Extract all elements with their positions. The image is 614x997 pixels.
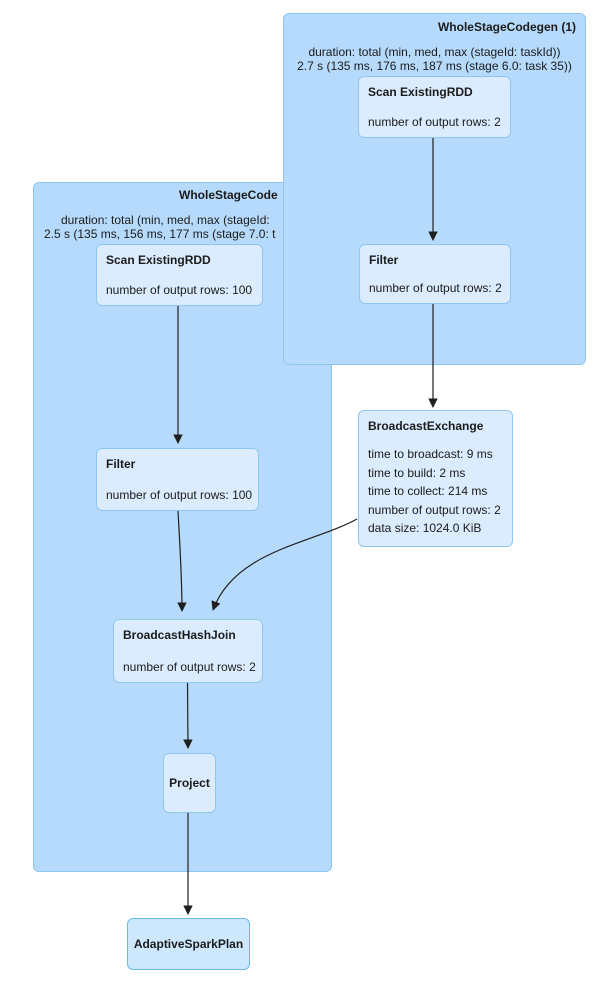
plan-node-filter-2[interactable] [96,448,259,511]
plan-node-title: BroadcastExchange [368,419,484,433]
cluster-wholestagecodegen-1-title: WholeStageCodegen (1) [437,20,576,34]
plan-node-metric: number of output rows: 100 [106,283,253,297]
cluster-wholestagecodegen-1 [283,13,586,365]
cluster-wholestagecodegen-2-title: WholeStageCode [179,188,278,202]
plan-node-scan-existingrdd-2[interactable] [96,244,263,306]
plan-node-title: Filter [106,457,136,471]
plan-node-title: BroadcastHashJoin [123,628,236,642]
plan-node-title: AdaptiveSparkPlan [133,937,244,951]
plan-node-title: Project [169,776,210,790]
plan-node-filter-1[interactable] [359,244,511,304]
plan-node-metric: data size: 1024.0 KiB [368,521,482,536]
plan-node-title: Filter [369,253,399,267]
plan-node-metric: number of output rows: 100 [106,488,253,502]
plan-node-metric: number of output rows: 2 [368,115,501,129]
plan-node-metric: time to broadcast: 9 ms [368,447,493,461]
cluster-wholestagecodegen-2-duration-line1: duration: total (min, med, max (stageId: [61,213,270,227]
plan-node-broadcastexchange[interactable] [358,410,513,547]
plan-node-title: Scan ExistingRDD [368,85,473,99]
plan-node-metric: number of output rows: 2 [369,281,502,295]
plan-node-adaptivesparkplan[interactable] [127,918,250,970]
plan-node-metric: number of output rows: 2 [368,502,501,517]
plan-node-project[interactable] [163,753,216,813]
plan-node-broadcasthashjoin[interactable] [113,619,263,683]
cluster-wholestagecodegen-2-duration-line2: 2.5 s (135 ms, 156 ms, 177 ms (stage 7.0: t [44,227,276,241]
plan-node-title: Scan ExistingRDD [106,253,211,267]
plan-node-metric: time to collect: 214 ms [368,484,488,499]
cluster-wholestagecodegen-1-duration-line2: 2.7 s (135 ms, 176 ms, 187 ms (stage 6.0: task 35)) [297,59,572,73]
plan-node-metrics [368,445,503,538]
cluster-wholestagecodegen-1-duration-line1: duration: total (min, med, max (stageId: taskId)) [308,45,561,59]
plan-node-scan-existingrdd-1[interactable] [358,76,511,138]
plan-node-metric: time to build: 2 ms [368,465,466,480]
plan-node-metric: number of output rows: 2 [123,660,256,674]
